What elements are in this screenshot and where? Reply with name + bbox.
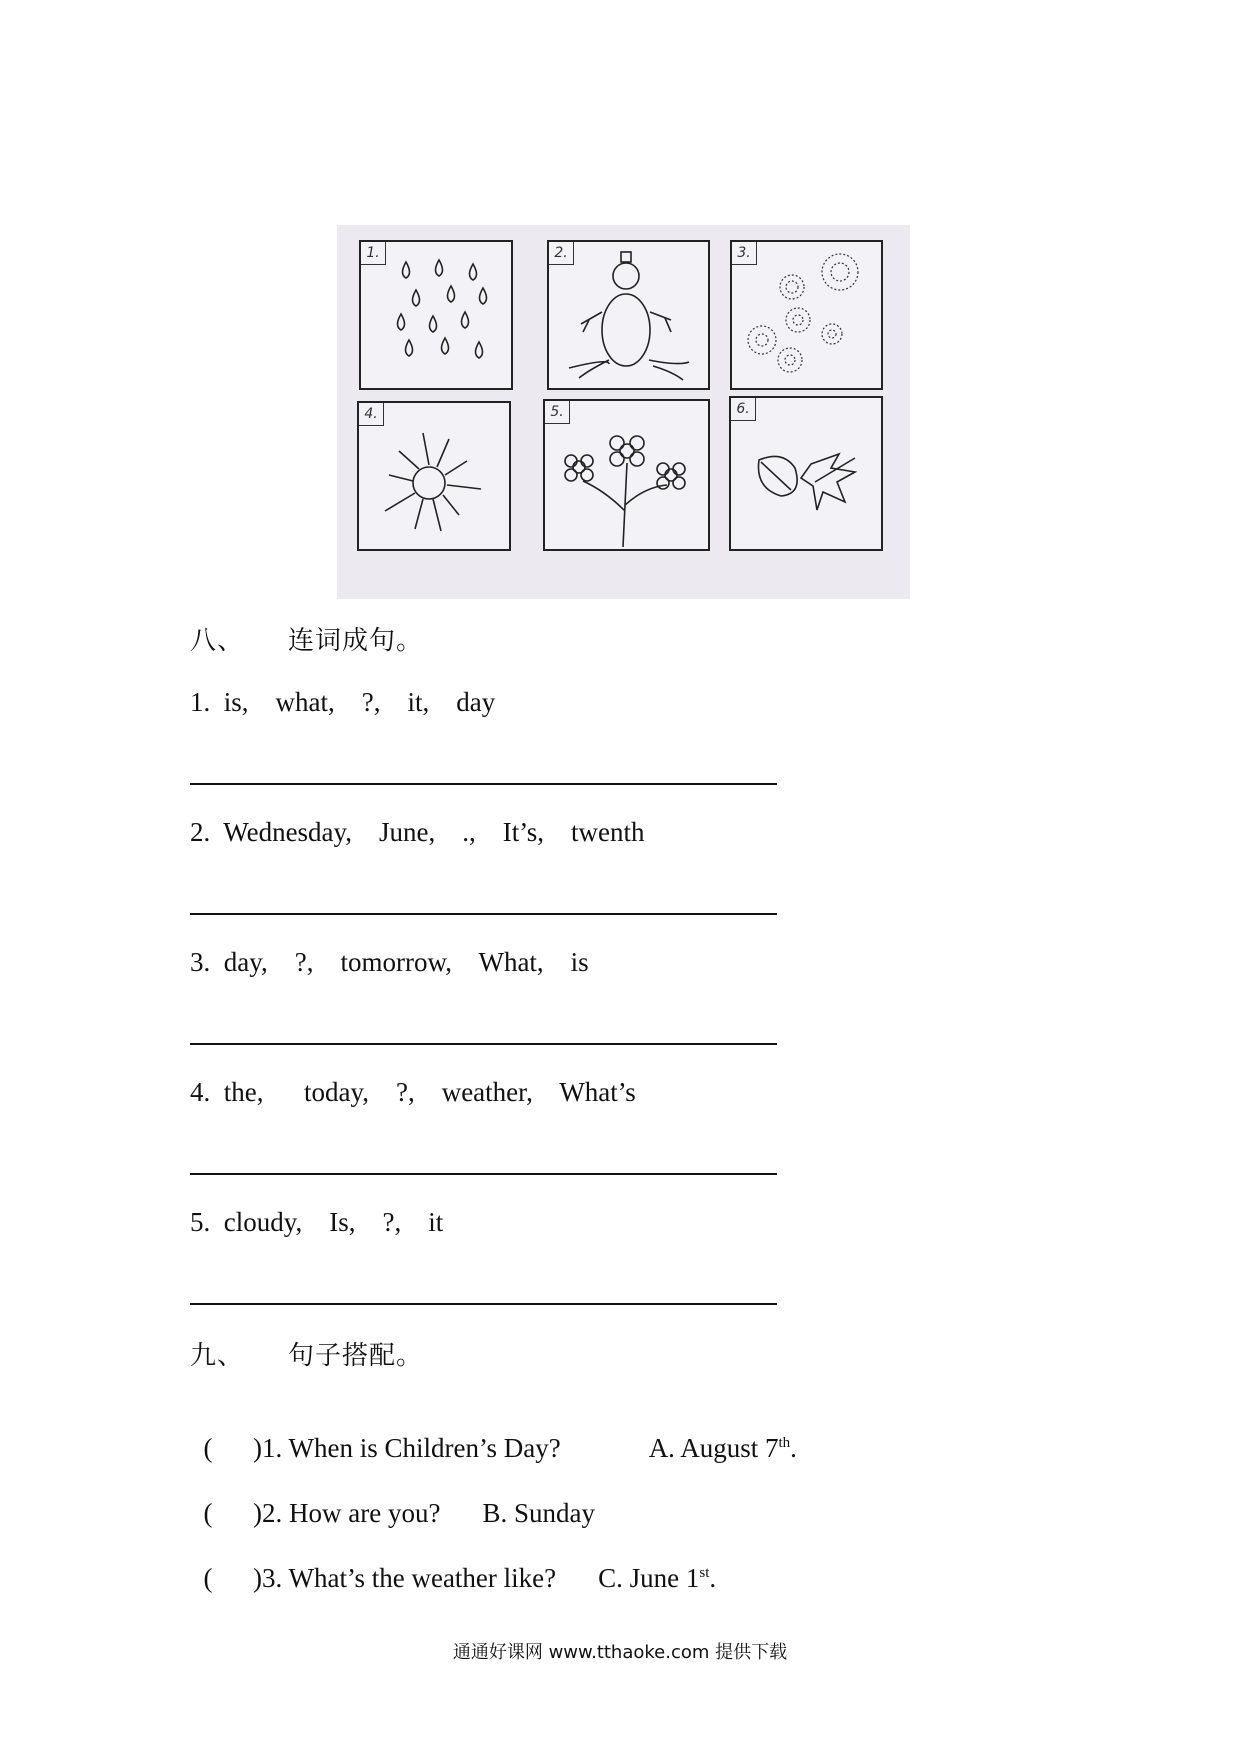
match-blank-1[interactable]: ( ) — [203, 1433, 262, 1463]
panel-1-number: 1. — [361, 242, 386, 265]
section-8-title: 连词成句。 — [288, 626, 424, 656]
panel-1 — [359, 240, 513, 390]
answer-line-4[interactable] — [190, 1173, 777, 1175]
answer-line-3[interactable] — [190, 1043, 777, 1045]
match-item-2 — [190, 1467, 595, 1529]
match-answer-3-sup: st — [699, 1565, 710, 1581]
match-question-3: 3. What’s the weather like? — [261, 1563, 557, 1593]
panel-2-number: 2. — [549, 242, 574, 265]
weather-pictures-figure — [337, 225, 910, 599]
section-8-number: 八、 — [190, 626, 245, 656]
match-answer-1: A. August 7 — [648, 1433, 779, 1463]
match-item-1 — [190, 1402, 797, 1464]
scrambled-sentence-2: 2. Wednesday, June, ., It’s, twenth — [190, 817, 645, 847]
scrambled-sentence-1: 1. is, what, ?, it, day — [190, 687, 496, 717]
match-answer-3-end: . — [709, 1563, 717, 1593]
panel-6-number: 6. — [731, 398, 756, 421]
scrambled-sentence-4: 4. the, today, ?, weather, What’s — [190, 1077, 636, 1107]
panel-3-number: 3. — [732, 242, 757, 265]
panel-2 — [547, 240, 710, 390]
scrambled-sentence-3: 3. day, ?, tomorrow, What, is — [190, 947, 589, 977]
flowers-icon — [545, 401, 708, 549]
panel-4-number: 4. — [359, 403, 384, 426]
section-9-title: 句子搭配。 — [288, 1341, 424, 1371]
match-answer-1-sup: th — [778, 1435, 791, 1451]
page-footer: 通通好课网 www.tthaoke.com 提供下载 — [452, 1642, 788, 1663]
panel-4 — [357, 401, 511, 551]
raindrops-icon — [361, 242, 511, 388]
match-question-2: 2. How are you? — [261, 1498, 441, 1528]
section-8-heading — [190, 620, 423, 657]
snowflakes-icon — [732, 242, 881, 388]
match-blank-2[interactable]: ( ) — [203, 1498, 262, 1528]
match-item-3 — [190, 1532, 716, 1594]
match-question-1: 1. When is Children’s Day? — [261, 1433, 561, 1463]
match-answer-1-end: . — [790, 1433, 797, 1463]
section-9-heading — [190, 1335, 423, 1372]
section-9-number: 九、 — [190, 1341, 245, 1371]
answer-line-1[interactable] — [190, 783, 777, 785]
match-blank-3[interactable]: ( ) — [203, 1563, 262, 1593]
scrambled-sentence-5: 5. cloudy, Is, ?, it — [190, 1207, 444, 1237]
snowman-icon — [549, 242, 708, 388]
match-answer-3: C. June 1 — [598, 1563, 700, 1593]
leaves-icon — [731, 398, 881, 549]
panel-3 — [730, 240, 883, 390]
answer-line-2[interactable] — [190, 913, 777, 915]
answer-line-5[interactable] — [190, 1303, 777, 1305]
panel-5 — [543, 399, 710, 551]
panel-6 — [729, 396, 883, 551]
match-answer-2: B. Sunday — [482, 1498, 595, 1528]
sun-icon — [359, 403, 509, 549]
panel-5-number: 5. — [545, 401, 570, 424]
